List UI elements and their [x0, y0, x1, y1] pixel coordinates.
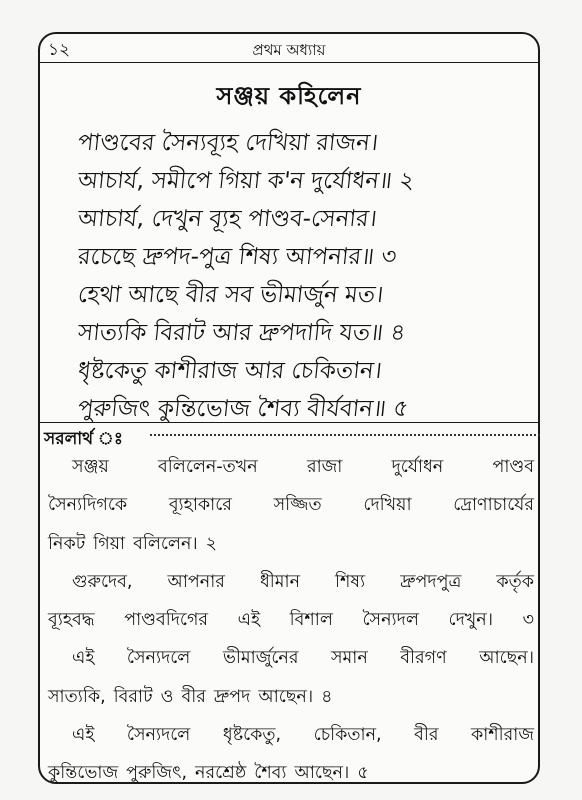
- verse-line: পুরুজিৎ কুন্তিভোজ শৈব্য বীর্যবান॥ ৫: [76, 396, 410, 422]
- meaning-word: বলিলেন।: [133, 533, 198, 554]
- meaning-word: ব্যূহাকারে: [168, 495, 232, 516]
- meaning-word: বীরগণ: [400, 648, 447, 669]
- meaning-word: পাণ্ডবদিগের: [124, 610, 209, 631]
- meaning-word: কাশীরাজ: [470, 725, 534, 746]
- meaning-word: বিশাল: [289, 610, 333, 631]
- meaning-word: পুরুজিৎ,: [126, 763, 188, 784]
- meaning-word: ও: [160, 686, 174, 707]
- meaning-word: আছেন।: [479, 648, 534, 669]
- meaning-word: আছেন।: [294, 763, 350, 784]
- meaning-word: সৈন্যদলে: [126, 725, 191, 746]
- meaning-line: [48, 486, 534, 524]
- verse-heading: সঞ্জয় কহিলেন: [216, 82, 362, 110]
- meaning-label: সরলার্থ ঃ: [44, 426, 123, 454]
- meaning-word: নরশ্রেষ্ঠ: [195, 763, 247, 784]
- meaning-word: গিয়া: [93, 533, 126, 554]
- meaning-word: ২: [205, 533, 218, 554]
- meaning-word: কর্তৃক: [496, 571, 534, 592]
- meaning-word: বীর: [181, 686, 206, 707]
- meaning-word: চেকিতান,: [313, 725, 382, 746]
- meaning-word: শিষ্য: [335, 571, 366, 592]
- verse-line: পাণ্ডবের সৈন্যব্যূহ দেখিয়া রাজন।: [76, 130, 380, 156]
- meaning-word: কুন্তিভোজ: [48, 763, 119, 784]
- meaning-word: বলিলেন-তখন: [158, 457, 258, 477]
- meaning-line: [48, 601, 534, 639]
- meaning-word: সৈন্যদল: [362, 610, 419, 631]
- meaning-word: সৈন্যদিগকে: [48, 495, 128, 516]
- meaning-word: আপনার: [167, 571, 225, 592]
- meaning-word: নিকট: [48, 533, 86, 554]
- meaning-word: সজ্জিত: [273, 495, 322, 516]
- verse-line: ধৃষ্টকেতু কাশীরাজ আর চেকিতান।: [76, 358, 384, 384]
- meaning-word: ব্যূহবদ্ধ: [48, 610, 95, 631]
- section-divider: [38, 422, 540, 423]
- verse-line: আচার্য, দেখুন ব্যূহ পাণ্ডব-সেনার।: [76, 206, 379, 232]
- meaning-word: ভীমার্জুনের: [222, 648, 299, 669]
- meaning-word: বীর: [414, 725, 439, 746]
- meaning-word: ৪: [321, 686, 333, 707]
- meaning-line: [48, 678, 534, 716]
- meaning-block: [48, 448, 534, 793]
- verse-lines: [40, 124, 538, 428]
- meaning-word: ৫: [357, 763, 369, 784]
- meaning-word: আছেন।: [258, 686, 314, 707]
- meaning-word: এই: [72, 648, 95, 669]
- verse-line: হেথা আছে বীর সব ভীমার্জুন মত।: [76, 282, 385, 308]
- meaning-word: ধৃষ্টকেতু,: [222, 725, 282, 746]
- verse-line: সাত্যকি বিরাট আর দ্রুপদাদি যত॥ ৪: [76, 320, 407, 346]
- meaning-word: সমান: [330, 648, 368, 669]
- meaning-word: এই: [72, 725, 95, 746]
- chapter-title: প্রথম অধ্যায়: [252, 41, 326, 59]
- meaning-word: দ্রোণাচার্যের: [453, 495, 534, 516]
- meaning-word: এই: [237, 610, 261, 631]
- meaning-word: সৈন্যদলে: [126, 648, 191, 669]
- verse-line: আচার্য, সমীপে গিয়া ক'ন দুর্যোধন॥ ২: [76, 168, 416, 194]
- meaning-word: রাজা: [306, 457, 343, 477]
- meaning-word: সঞ্জয়: [72, 457, 109, 477]
- meaning-line: [48, 448, 534, 486]
- meaning-line: [48, 716, 534, 754]
- meaning-word: শৈব্য: [254, 763, 287, 784]
- meaning-word: পাণ্ডব: [492, 457, 534, 477]
- meaning-line: [48, 525, 534, 563]
- meaning-word: গুরুদেব,: [72, 571, 133, 592]
- meaning-word: সাত্যকি,: [48, 686, 106, 707]
- meaning-word: ৩: [522, 610, 534, 631]
- meaning-word: দেখুন।: [448, 610, 493, 631]
- dotted-rule: [150, 434, 540, 436]
- page-header: [40, 34, 538, 63]
- meaning-word: দ্রুপদ: [213, 686, 251, 707]
- verse-block: [40, 78, 538, 428]
- meaning-line: [48, 639, 534, 677]
- verse-line: রচেছে দ্রুপদ-পুত্র শিষ্য আপনার॥ ৩: [76, 244, 398, 270]
- meaning-word: বিরাট: [113, 686, 153, 707]
- page-number: ১২: [48, 40, 71, 60]
- meaning-word: দেখিয়া: [363, 495, 412, 516]
- meaning-word: দুর্যোধন: [391, 457, 444, 477]
- meaning-line: [48, 754, 534, 792]
- page-frame: [38, 32, 540, 784]
- meaning-word: ধীমান: [259, 571, 301, 592]
- meaning-word: দ্রুপদপুত্র: [400, 571, 462, 592]
- meaning-line: [48, 563, 534, 601]
